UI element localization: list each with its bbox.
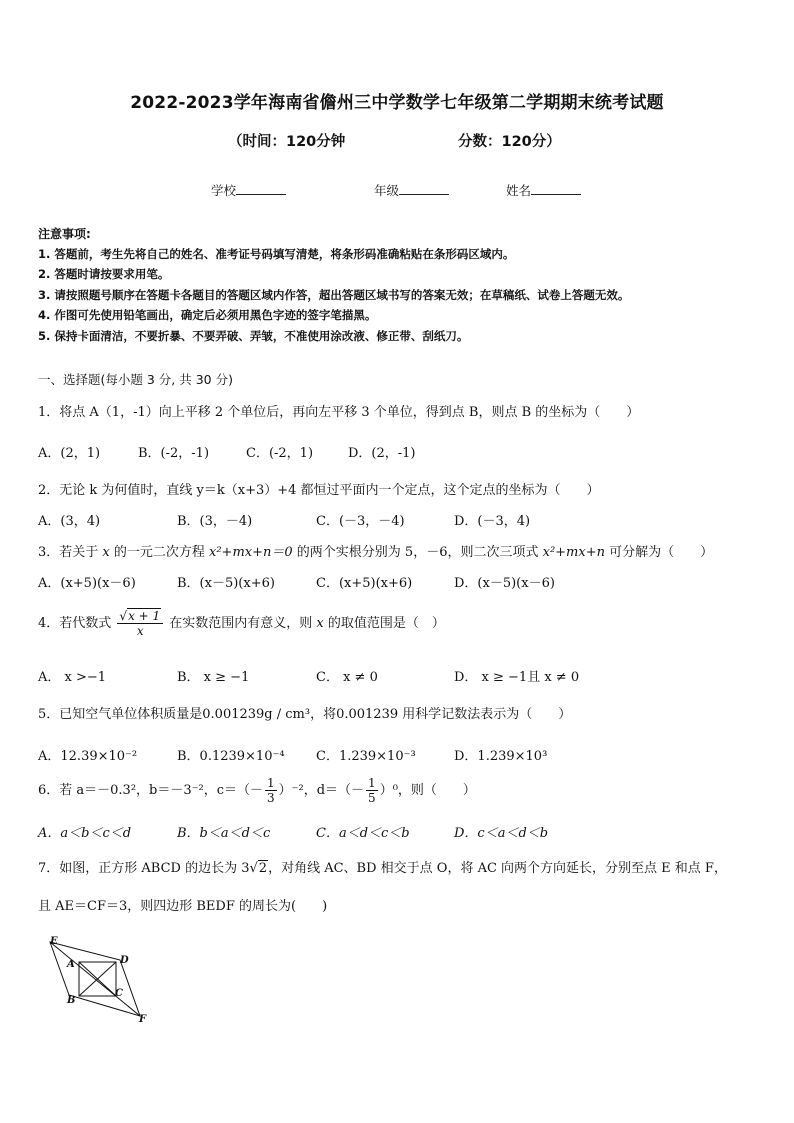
q2-option-a: A．(3，4) — [38, 514, 101, 529]
q7-radicand: 2 — [258, 861, 268, 876]
note-item: 5. 保持卡面清洁，不要折暴、不要弄破、弄皱，不准使用涂改液、修正带、刮纸刀。 — [38, 329, 469, 343]
q7-text-2: ，对角线 AC、BD 相交于点 O，将 AC 向两个方向延长，分别至点 E 和点 F， — [268, 861, 727, 876]
question-7-line-2: 且 AE＝CF＝3，则四边形 BEDF 的周长为( ) — [38, 899, 328, 914]
q5-option-d: D．1.239×10³ — [454, 749, 548, 764]
q6-text-3: ）⁰，则（ ） — [379, 783, 476, 798]
q3-text-2: 的一元二次方程 — [109, 545, 210, 560]
q4-fraction-denominator: x — [136, 624, 144, 638]
q4-option-c: C． x ≠ 0 — [316, 670, 378, 685]
q4-fraction-numerator: √x + 1 — [117, 609, 163, 624]
grade-blank — [399, 182, 449, 195]
q3-equation: x²+mx+n＝0 — [209, 545, 293, 560]
q6-fraction-2 — [366, 776, 378, 805]
question-6-stem — [38, 776, 476, 805]
q5-option-c: C．1.239×10⁻³ — [316, 749, 416, 764]
grade-label: 年级 — [374, 183, 400, 198]
q3-text-3: 的两个实根分别为 5，－6，则二次三项式 — [292, 545, 543, 560]
note-item: 4. 作图可先使用铅笔画出，确定后必须用黑色字迹的签字笔描黑。 — [38, 308, 377, 322]
q6-fraction-2-num: 1 — [368, 776, 376, 790]
question-4-stem — [38, 609, 445, 638]
q4-text-2: 在实数范围内有意义，则 — [165, 616, 317, 631]
q1-option-d: D．(2，-1) — [348, 446, 416, 461]
q4-text-3: 的取值范围是（ ） — [323, 616, 445, 631]
label-b: B — [67, 995, 76, 1006]
q4-option-b: B． x ≥ −1 — [177, 670, 250, 685]
q6-option-b: B．b＜a＜d＜c — [177, 826, 271, 841]
name-field — [506, 181, 581, 199]
q1-option-c: C．(-2，1) — [246, 446, 314, 461]
label-c: C — [115, 988, 123, 999]
q3-var-x: x — [102, 545, 110, 560]
school-field — [211, 181, 286, 199]
q4-var-x: x — [316, 616, 324, 631]
question-3-stem — [38, 541, 713, 560]
q6-text-2: ）⁻²，d＝（－ — [278, 783, 365, 798]
q6-option-c: C．a＜d＜c＜b — [316, 826, 410, 841]
q4-fraction — [117, 609, 163, 638]
section-title: 一、选择题(每小题 3 分, 共 30 分) — [38, 372, 233, 387]
q3-option-d: D．(x－5)(x－6) — [454, 576, 555, 591]
q6-text-1: 6．若 a＝－0.3²，b＝－3⁻²，c＝（－ — [38, 783, 263, 798]
q4-radicand: x + 1 — [128, 609, 161, 623]
label-e: E — [50, 936, 58, 947]
q6-option-a: A．a＜b＜c＜d — [38, 826, 132, 841]
grade-field — [374, 181, 449, 199]
school-blank — [236, 182, 286, 195]
quadrilateral-figure — [40, 930, 160, 1030]
q4-option-d: D． x ≥ −1且 x ≠ 0 — [454, 670, 580, 685]
q2-option-b: B．(3，－4) — [177, 514, 253, 529]
label-a: A — [67, 959, 75, 970]
q3-option-b: B．(x－5)(x+6) — [177, 576, 275, 591]
q3-option-a: A．(x+5)(x－6) — [38, 576, 136, 591]
q3-option-c: C．(x+5)(x+6) — [316, 576, 413, 591]
exam-title: 2022-2023学年海南省儋州三中学数学七年级第二学期期末统考试题 — [130, 93, 664, 113]
label-f: F — [139, 1014, 147, 1025]
note-item: 1. 答题前，考生先将自己的姓名、准考证号码填写清楚，将条形码准确粘贴在条形码区域内。 — [38, 247, 515, 261]
q3-trinomial: x²+mx+n — [542, 545, 605, 560]
q6-fraction-1 — [265, 776, 277, 805]
question-7-stem: 7．如图，正方形 ABCD 的边长为 3√2，对角线 AC、BD 相交于点 O，将 AC 向两个方向延长，分别至点 E 和点 F， — [38, 861, 727, 876]
q4-text-1: 4．若代数式 — [38, 616, 116, 631]
q6-fraction-1-num: 1 — [267, 776, 275, 790]
q6-option-d: D．c＜a＜d＜b — [454, 826, 549, 841]
question-5-stem: 5．已知空气单位体积质量是0.001239g / cm³，将0.001239 用科学记数法表示为（ ） — [38, 707, 572, 722]
name-blank — [531, 182, 581, 195]
q7-text-1: 7．如图，正方形 ABCD 的边长为 3 — [38, 861, 250, 876]
q2-option-d: D．(－3，4) — [454, 514, 531, 529]
exam-time: （时间：120分钟 — [228, 134, 346, 150]
name-label: 姓名 — [506, 183, 532, 198]
q6-fraction-2-den: 5 — [368, 791, 376, 805]
q3-text-1: 3．若关于 — [38, 545, 103, 560]
q5-option-a: A．12.39×10⁻² — [38, 749, 138, 764]
exam-score: 分数：120分） — [458, 134, 561, 150]
q6-fraction-1-den: 3 — [267, 791, 275, 805]
q2-option-c: C．(－3，－4) — [316, 514, 405, 529]
q4-option-a: A． x >−1 — [38, 670, 107, 685]
notes-heading: 注意事项: — [38, 227, 91, 241]
q5-option-b: B．0.1239×10⁻⁴ — [177, 749, 285, 764]
q3-text-4: 可分解为（ ） — [604, 545, 714, 560]
note-item: 3. 请按照题号顺序在答题卡各题目的答题区域内作答，超出答题区域书写的答案无效；在草稿纸、试卷上答题无效。 — [38, 288, 630, 302]
q1-option-b: B．(-2，-1) — [138, 446, 210, 461]
note-item: 2. 答题时请按要求用笔。 — [38, 267, 170, 281]
q1-option-a: A．(2，1) — [38, 446, 101, 461]
school-label: 学校 — [211, 183, 237, 198]
question-2-stem: 2．无论 k 为何值时，直线 y＝k（x+3）+4 都恒过平面内一个定点，这个定点的坐标为（ ） — [38, 483, 600, 498]
question-1-stem: 1．将点 A（1，-1）向上平移 2 个单位后，再向左平移 3 个单位，得到点 B，则点 B 的坐标为（ ） — [38, 405, 640, 420]
label-d: D — [120, 955, 129, 966]
